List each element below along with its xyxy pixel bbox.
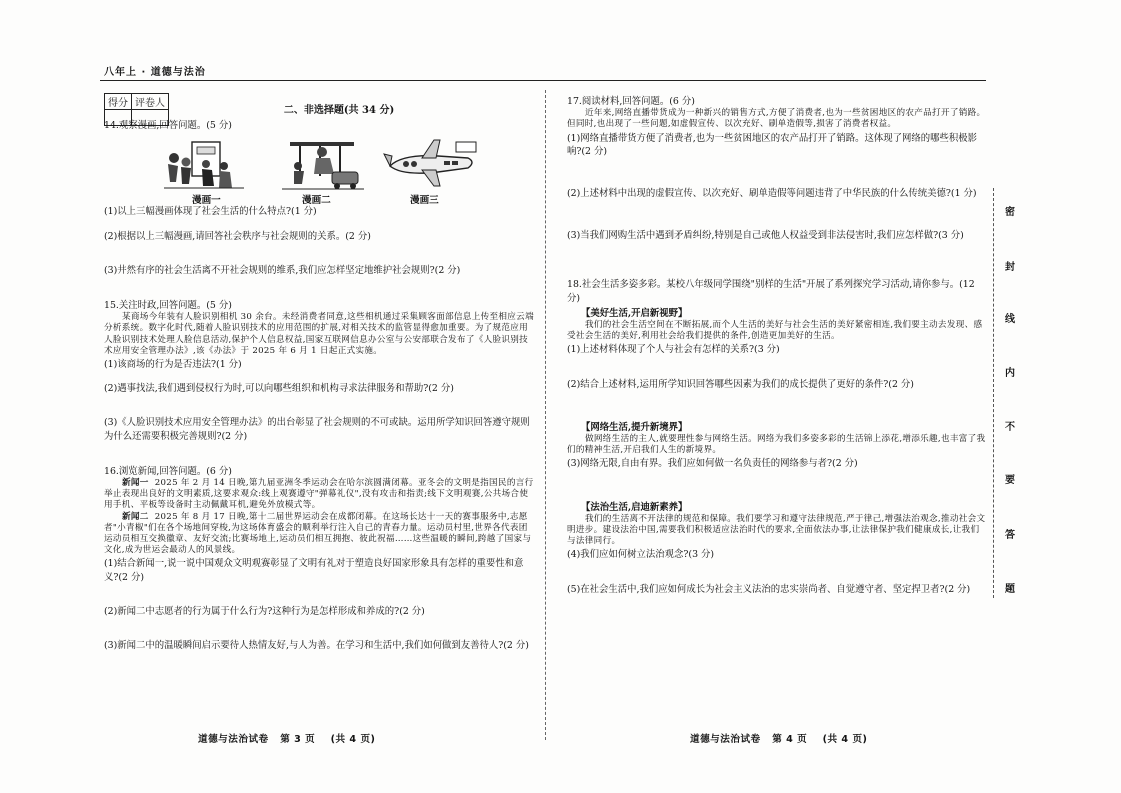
cartoon-1-image <box>162 136 248 192</box>
q14-sub2: (2)根据以上三幅漫画,请回答社会秩序与社会规则的关系。(2 分) <box>104 230 371 242</box>
q18-heading-3: 【法治生活,启迪新素养】 <box>581 501 688 513</box>
q15-sub2: (2)遇事找法,我们遇到侵权行为时,可以向哪些组织和机构寻求法律服务和帮助?(2 分) <box>104 383 454 395</box>
q16-news2-label: 新闻二 <box>122 511 149 522</box>
q15-stem: 15.关注时政,回答问题。(5 分) <box>104 300 232 312</box>
score-label: 得分 <box>105 94 132 110</box>
seal-char-7: 答 <box>1005 530 1015 541</box>
cartoon-strip <box>104 136 534 207</box>
cartoon-2-label: 漫画二 <box>302 195 331 207</box>
q16-sub2: (2)新闻二中志愿者的行为属于什么行为?这种行为是怎样形成和养成的?(2 分) <box>104 605 425 617</box>
section-title: 二、非选择题(共 34 分) <box>283 105 395 116</box>
q18-sub2: (2)结合上述材料,运用所学知识回答哪些因素为我们的成长提供了更好的条件?(2 分) <box>567 378 914 390</box>
q15-sub3: (3)《人脸识别技术应用安全管理办法》的出台彰显了社会规则的不可或缺。运用所学知识回答遵守规则为什么还需要积极完善规则?(2 分) <box>104 417 530 442</box>
q18-passage-1: 我们的社会生活空间在不断拓展,而个人生活的美好与社会生活的美好紧密相连,我们要主动去发现、感受社会生活的美好,利用社会给我们提供的条件,创造更加美好的生活。 <box>567 320 983 342</box>
q16-news1-label: 新闻一 <box>122 478 149 489</box>
q17-sub3: (3)当我们网购生活中遇到矛盾纠纷,特别是自己或他人权益受到非法侵害时,我们应怎样做?(3 分) <box>567 230 964 242</box>
q15-passage: 某商场今年装有人脸识别相机 30 余台。未经消费者同意,这些相机通过采集顾客面部信息上传至相应云端分析系统。数字化时代,随着人脸识别技术的应用范围的扩展,对相关技术的监管显得愈加重要。为了规范应用人脸识别技术处理人脸信息活动,保护个人信息权益,国家互联网信息办公室与公安部联合发布了《人脸识别技术应用安全管理办法》,该《办法》于 2025 年 6 月 1 日起正式实施。 <box>104 312 534 356</box>
footer-left-page: 第 3 页 <box>280 734 316 745</box>
q16-sub1: (1)结合新闻一,说一说中国观众文明观赛彰显了文明有礼对于塑造良好国家形象具有怎样的重要性和意义?(2 分) <box>104 558 524 583</box>
seal-char-6: 要 <box>1005 475 1015 486</box>
cartoon-3-image <box>382 136 480 192</box>
footer-left <box>198 731 375 745</box>
question-15 <box>104 299 534 443</box>
q17-sub1: (1)网络直播带货方便了消费者,也为一些贫困地区的农产品打开了销路。这体现了网络的哪些积极影响?(2 分) <box>567 132 978 157</box>
q18-passage-3: 我们的生活离不开法律的规范和保障。我们要学习和遵守法律规范,严于律己,增强法治观念,推动社会文明进步。建设法治中国,需要我们积极适应法治时代的要求,全面依法办事,让法律保护我们健康成长,让我们与法律同行。 <box>567 513 986 547</box>
footer-left-subject: 道德与法治试卷 <box>198 734 269 745</box>
header-rule <box>100 80 986 81</box>
cartoon-2-image <box>280 136 366 192</box>
q18-sub1: (1)上述材料体现了个人与社会有怎样的关系?(3 分) <box>567 344 780 356</box>
q18-heading-1: 【美好生活,开启新视野】 <box>581 307 688 319</box>
seal-char-2: 封 <box>1005 262 1015 273</box>
q14-sub3: (3)井然有序的社会生活离不开社会规则的维系,我们应怎样坚定地维护社会规则?(2 分) <box>104 264 461 276</box>
q16-news2 <box>104 512 534 557</box>
footer-right <box>690 731 867 745</box>
question-14 <box>104 119 534 277</box>
question-18 <box>567 278 987 595</box>
q18-stem: 18.社会生活多姿多彩。某校八年级同学围绕"别样的生活"开展了系列探究学习活动,请你参与。(12 分) <box>567 279 975 304</box>
seal-char-4: 内 <box>1005 368 1015 379</box>
q14-stem: 14.观察漫画,回答问题。(5 分) <box>104 120 232 132</box>
question-16 <box>104 465 534 652</box>
q15-sub1: (1)该商场的行为是否违法?(1 分) <box>104 359 242 371</box>
q16-news1 <box>104 478 534 512</box>
q17-passage: 近年来,网络直播带货成为一种新兴的销售方式,方便了消费者,也为一些贫困地区的农产品打开了销路。但同时,也出现了一些问题,如虚假宣传、以次充好、刷单造假等,损害了消费者权益。 <box>567 108 986 130</box>
right-column <box>567 93 987 596</box>
grader-label: 评卷人 <box>132 94 169 110</box>
column-divider <box>545 90 546 740</box>
page-header: 八年上 · 道德与法治 <box>104 67 206 78</box>
seal-char-5: 不 <box>1005 422 1015 433</box>
q16-sub3: (3)新闻二中的温暖瞬间启示要待人热情友好,与人为善。在学习和生活中,我们如何做到友善待人?(2 分) <box>104 640 529 652</box>
seal-char-8: 题 <box>1005 584 1015 595</box>
footer-left-total: (共 4 页) <box>330 734 376 745</box>
q17-sub2: (2)上述材料中出现的虚假宣传、以次充好、刷单造假等问题违背了中华民族的什么传统美德?(1 分) <box>567 188 977 200</box>
q14-sub1: (1)以上三幅漫画体现了社会生活的什么特点?(1 分) <box>104 206 317 218</box>
seal-line <box>993 188 994 598</box>
question-17 <box>567 95 987 242</box>
q16-stem: 16.浏览新闻,回答问题。(6 分) <box>104 465 232 477</box>
seal-char-3: 线 <box>1005 314 1015 325</box>
seal-char-1: 密 <box>1005 207 1015 218</box>
footer-right-subject: 道德与法治试卷 <box>690 734 761 745</box>
q18-heading-2: 【网络生活,提升新境界】 <box>581 421 688 433</box>
footer-right-total: (共 4 页) <box>822 734 868 745</box>
q18-sub5: (5)在社会生活中,我们应如何成长为社会主义法治的忠实崇尚者、自觉遵守者、坚定捍卫者?(2 分) <box>567 583 971 595</box>
q18-sub4: (4)我们应如何树立法治观念?(3 分) <box>567 549 715 561</box>
left-column <box>104 104 534 652</box>
q18-passage-2: 做网络生活的主人,就要理性参与网络生活。网络为我们多姿多彩的生活锦上添花,增添乐趣,也丰富了我们的精神生活,开启我们人生的新境界。 <box>567 434 986 456</box>
q16-news2-text: 2025 年 8 月 17 日晚,第十二届世界运动会在成都闭幕。在这场长达十一天的赛事服务中,志愿者"小青椒"们在各个场地间穿梭,为这场体育盛会的顺利举行注入自己的青春力量。运动员村里,世界各代表团运动员相互交换徽章、友好交流;比赛场地上,运动员们相互拥抱、彼此祝福……这些温暖的瞬间,跨越了国家与文化,成为世运会最动人的风景线。 <box>104 511 532 556</box>
footer-right-page: 第 4 页 <box>772 734 808 745</box>
q18-sub3: (3)网络无限,自由有界。我们应如何做一名负责任的网络参与者?(2 分) <box>567 458 858 470</box>
q17-stem: 17.阅读材料,回答问题。(6 分) <box>567 96 695 107</box>
cartoon-1-label: 漫画一 <box>192 195 221 207</box>
cartoon-3-label: 漫画三 <box>410 195 439 207</box>
q16-news1-text: 2025 年 2 月 14 日晚,第九届亚洲冬季运动会在哈尔滨圆满闭幕。亚冬会的文明是指国民的言行举止表现出良好的文明素质,这要求观众:线上观赛遵守"弹幕礼仪",没有攻击和指责;线下文明观赛,公共场合使用手机、平板等设备时主动佩戴耳机,避免外放模式等。 <box>104 478 534 511</box>
